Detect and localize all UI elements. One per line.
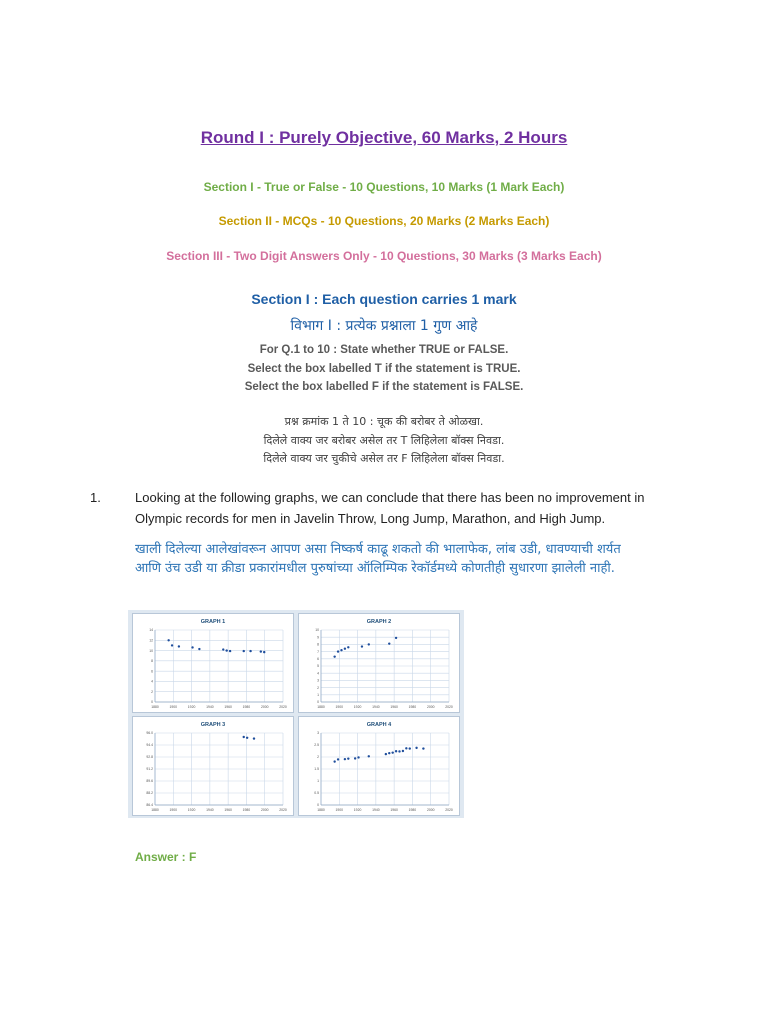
data-point [246, 737, 248, 739]
x-tick-label: 2000 [260, 808, 269, 812]
data-point [415, 747, 417, 749]
instruction-line: For Q.1 to 10 : State whether TRUE or FALSE. [259, 344, 509, 356]
y-tick-label: 3 [317, 731, 319, 736]
data-point [340, 649, 342, 651]
data-point [388, 752, 390, 754]
x-tick-label: 1940 [372, 808, 380, 812]
x-tick-label: 1920 [187, 705, 196, 709]
data-point [344, 758, 346, 760]
y-tick-label: 7 [317, 649, 319, 654]
y-tick-label: 8 [317, 642, 319, 647]
data-point [263, 651, 265, 653]
y-tick-label: 4 [317, 671, 319, 676]
y-tick-label: 2 [317, 755, 319, 760]
data-point [357, 756, 359, 758]
data-point [395, 637, 397, 639]
instruction-line-mr: दिलेले वाक्य जर चुकीचे असेल तर F लिहिलेला बॉक्स निवडा. [263, 452, 505, 465]
graph-2-chart [299, 614, 459, 712]
chart-title: GRAPH 4 [366, 722, 392, 728]
data-point [402, 750, 404, 752]
data-point [395, 750, 397, 752]
answer-label: Answer : F [135, 850, 197, 864]
y-tick-label: 6 [317, 657, 319, 661]
y-tick-label: 0.5 [314, 791, 319, 796]
x-tick-label: 2020 [445, 705, 453, 709]
x-tick-label: 1880 [317, 808, 325, 812]
x-tick-label: 2000 [426, 705, 435, 709]
data-point [243, 650, 245, 652]
chart-title: GRAPH 2 [366, 619, 392, 625]
page-title: Round I : Purely Objective, 60 Marks, 2 Hours [200, 128, 568, 147]
graphs-figure [128, 610, 464, 818]
y-tick-label: 5 [317, 664, 319, 669]
y-tick-label: 0 [317, 700, 319, 705]
data-point [333, 760, 335, 762]
section-1-summary: Section I - True or False - 10 Questions, 10 Marks (1 Mark Each) [203, 180, 565, 194]
x-tick-label: 2000 [260, 705, 269, 709]
y-tick-label: 3 [317, 678, 319, 683]
data-point [167, 639, 169, 641]
data-point [229, 650, 231, 652]
x-tick-label: 2020 [279, 705, 287, 709]
x-tick-label: 2020 [279, 808, 287, 812]
question-text-mr: खाली दिलेल्या आलेखांवरून आपण असा निष्कर्ष काढू शकतो की भालाफेक, लांब उडी, धावण्याची शर्यत आणि उंच उडी या क्रीडा प्रकारांमधील पुरुषांच्या ऑलिम्पिक रेकॉर्डमध्ये कोणतीही सुधारणा झालेली नाही. [135, 542, 621, 576]
data-point [388, 642, 390, 644]
y-tick-label: 1 [317, 779, 319, 784]
graph-4-panel [298, 716, 460, 816]
graph-2-panel [298, 613, 460, 713]
data-point [225, 649, 227, 651]
graph-4-chart [299, 717, 459, 815]
instruction-line-mr: दिलेले वाक्य जर बरोबर असेल तर T लिहिलेला बॉक्स निवडा. [263, 433, 505, 447]
y-tick-label: 2 [151, 689, 153, 694]
section-2-summary: Section II - MCQs - 10 Questions, 20 Marks (2 Marks Each) [218, 214, 550, 228]
y-tick-label: 9 [317, 635, 319, 640]
data-point [368, 755, 370, 757]
y-tick-label: 10 [315, 628, 319, 633]
data-point [347, 646, 349, 648]
x-tick-label: 1940 [206, 808, 214, 812]
instructions-en [0, 341, 768, 397]
graph-3-panel [132, 716, 294, 816]
x-tick-label: 1880 [151, 705, 159, 709]
chart-title: GRAPH 1 [200, 619, 226, 625]
data-point [243, 736, 245, 738]
data-point [178, 645, 180, 647]
x-tick-label: 1980 [242, 808, 251, 812]
y-tick-label: 6 [151, 669, 153, 674]
y-tick-label: 89.6 [146, 779, 153, 784]
x-tick-label: 1940 [372, 705, 380, 709]
data-point [368, 643, 370, 645]
data-point [253, 737, 255, 739]
x-tick-label: 1900 [169, 808, 178, 812]
data-point [354, 757, 356, 759]
data-point [333, 655, 335, 657]
data-point [398, 750, 400, 752]
x-tick-label: 1980 [242, 705, 251, 709]
y-tick-label: 2.5 [314, 743, 319, 748]
y-tick-label: 94.4 [146, 743, 153, 748]
y-tick-label: 91.2 [146, 767, 153, 772]
x-tick-label: 1900 [335, 808, 344, 812]
data-point [337, 758, 339, 760]
graph-1-panel [132, 613, 294, 713]
instruction-line: Select the box labelled T if the statement is TRUE. [247, 362, 521, 375]
x-tick-label: 1980 [408, 705, 417, 709]
x-tick-label: 2000 [426, 808, 435, 812]
y-tick-label: 1.5 [314, 767, 319, 772]
graph-3-chart [133, 717, 293, 815]
question-text-en: Looking at the following graphs, we can conclude that there has been no improvement in Olympic records for men in Javelin Throw, Long Jump, Marathon, and High Jump. [135, 490, 645, 526]
data-point [344, 648, 346, 650]
y-tick-label: 0 [317, 803, 319, 808]
graph-1-chart [133, 614, 293, 712]
x-tick-label: 1880 [317, 705, 325, 709]
data-point [260, 650, 262, 652]
section-3-summary: Section III - Two Digit Answers Only - 10 Questions, 30 Marks (3 Marks Each) [166, 249, 602, 263]
data-point [385, 753, 387, 755]
y-tick-label: 12 [149, 638, 153, 643]
x-tick-label: 1920 [353, 705, 362, 709]
x-tick-label: 1960 [390, 808, 398, 812]
y-tick-label: 96.0 [146, 731, 153, 736]
data-point [361, 645, 363, 647]
section-heading-mr: विभाग I : प्रत्येक प्रश्नाला 1 गुण आहे [290, 318, 478, 334]
data-point [391, 751, 393, 753]
chart-title: GRAPH 3 [200, 722, 226, 728]
x-tick-label: 1900 [335, 705, 344, 709]
y-tick-label: 14 [149, 628, 153, 633]
x-tick-label: 1920 [187, 808, 196, 812]
data-point [191, 646, 193, 648]
data-point [337, 650, 339, 652]
question-number: 1. [90, 490, 101, 505]
x-tick-label: 1960 [390, 705, 398, 709]
y-tick-label: 2 [317, 685, 319, 690]
instruction-line-mr: प्रश्न क्रमांक 1 ते 10 : चूक की बरोबर ते ओळखा. [284, 415, 484, 428]
x-tick-label: 1960 [224, 808, 232, 812]
instruction-line: Select the box labelled F if the statement is FALSE. [244, 381, 524, 393]
x-tick-label: 1940 [206, 705, 214, 709]
data-point [249, 650, 251, 652]
data-point [409, 747, 411, 749]
y-tick-label: 86.4 [146, 803, 153, 808]
x-tick-label: 1880 [151, 808, 159, 812]
y-tick-label: 92.8 [146, 755, 153, 760]
x-tick-label: 1980 [408, 808, 417, 812]
y-tick-label: 8 [151, 659, 153, 664]
y-tick-label: 0 [151, 700, 153, 705]
x-tick-label: 2020 [445, 808, 453, 812]
x-tick-label: 1960 [224, 705, 232, 709]
x-tick-label: 1900 [169, 705, 178, 709]
data-point [222, 648, 224, 650]
y-tick-label: 10 [149, 648, 153, 653]
data-point [171, 644, 173, 646]
y-tick-label: 88.2 [146, 791, 153, 796]
data-point [347, 757, 349, 759]
data-point [198, 648, 200, 650]
section-heading-en: Section I : Each question carries 1 mark [251, 291, 517, 307]
instructions-mr [0, 413, 768, 469]
y-tick-label: 1 [317, 693, 319, 697]
x-tick-label: 1920 [353, 808, 362, 812]
data-point [405, 747, 407, 749]
y-tick-label: 4 [151, 679, 153, 684]
data-point [422, 747, 424, 749]
